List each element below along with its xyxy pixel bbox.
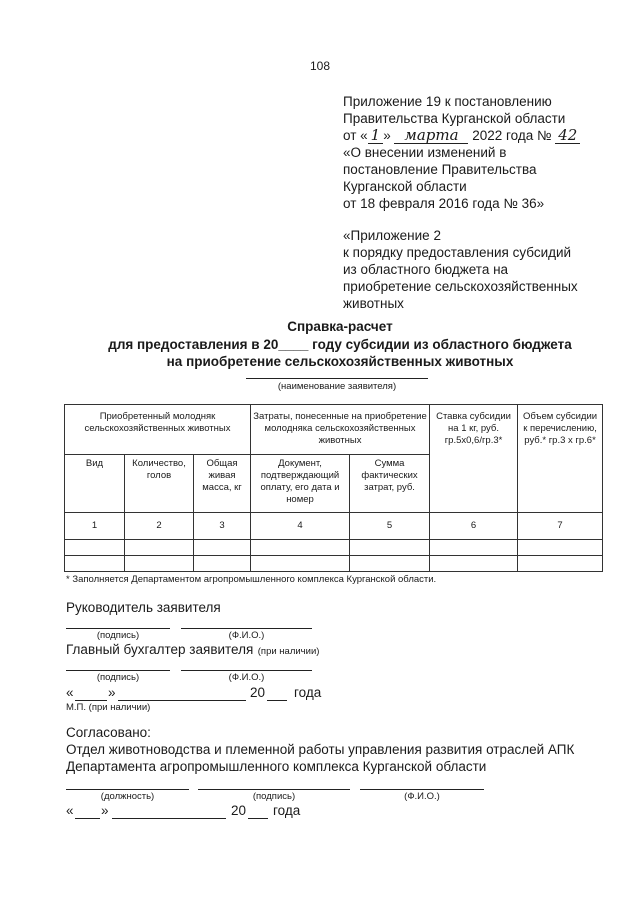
appendix-header [343, 93, 633, 212]
agreed-sign-caption: (подпись) [252, 791, 296, 802]
accountant-note: (при наличии) [257, 646, 320, 657]
appendix2-line: приобретение сельскохозяйственных [343, 279, 578, 294]
head-fio-line[interactable] [181, 628, 312, 629]
calculation-table [64, 404, 603, 572]
date2-month-line[interactable] [112, 818, 226, 819]
table-cell[interactable] [125, 556, 194, 572]
date2-close-quote: » [101, 803, 109, 818]
column-number: 5 [350, 513, 430, 540]
appendix-date-line [343, 127, 633, 144]
table-cell[interactable] [125, 540, 194, 556]
appendix2-line: животных [343, 296, 404, 311]
date2-year-suffix: года [273, 803, 301, 818]
table-cell[interactable] [430, 540, 518, 556]
appendix-line: Правительства Курганской области [343, 111, 566, 126]
agreed-position-caption: (должность) [100, 791, 155, 802]
column-number: 7 [518, 513, 603, 540]
column-number-row [65, 513, 603, 540]
table-row [65, 540, 603, 556]
agreed-sign-line[interactable] [198, 789, 350, 790]
header-group-costs: Затраты, понесенные на приобретение молодняка сельскохозяйственных животных [251, 405, 430, 455]
date-year-line[interactable] [267, 700, 287, 701]
agreed-label: Согласовано: [66, 725, 151, 740]
date-year-prefix: 20 [250, 685, 266, 700]
column-number: 2 [125, 513, 194, 540]
accountant-label: Главный бухгалтер заявителя [66, 642, 254, 657]
table-cell[interactable] [194, 556, 251, 572]
accountant-fio-line[interactable] [181, 670, 312, 671]
appendix2-line: к порядку предоставления субсидий [343, 245, 572, 260]
table-cell[interactable] [350, 540, 430, 556]
appendix-line: от 18 февраля 2016 года № 36» [343, 196, 545, 211]
table-cell[interactable] [350, 556, 430, 572]
header-rate: Ставка субсидии на 1 кг, руб. гр.5х0,6/гр.3* [430, 405, 518, 513]
date-suffix: 2022 года № [472, 128, 552, 143]
applicant-name-line[interactable] [246, 378, 428, 379]
header-kind: Вид [65, 455, 125, 513]
head-fio-caption: (Ф.И.О.) [228, 630, 265, 641]
head-label: Руководитель заявителя [66, 600, 221, 615]
seal-note: М.П. (при наличии) [66, 702, 151, 713]
header-mass: Общая живая масса, кг [194, 455, 251, 513]
column-number: 3 [194, 513, 251, 540]
footnote: * Заполняется Департаментом агропромышленного комплекса Курганской области. [66, 574, 437, 585]
table-cell[interactable] [65, 540, 125, 556]
accountant-row [66, 641, 319, 659]
date-close-quote: » [108, 685, 116, 700]
handwritten-month: марта [394, 128, 468, 144]
appendix-line: Курганской области [343, 179, 467, 194]
header-group-animals: Приобретенный молодняк сельскохозяйственных животных [65, 405, 251, 455]
appendix2-line: «Приложение 2 [343, 228, 441, 243]
head-sign-line[interactable] [66, 628, 170, 629]
date2-open-quote: « [66, 803, 74, 818]
date-month-line[interactable] [118, 700, 246, 701]
accountant-sign-caption: (подпись) [96, 672, 140, 683]
date-mid: » [383, 128, 391, 143]
column-number: 4 [251, 513, 350, 540]
appendix-line: Приложение 19 к постановлению [343, 94, 552, 109]
agreed-org-line: Департамента агропромышленного комплекса Курганской области [66, 759, 487, 774]
appendix2-line: из областного бюджета на [343, 262, 509, 277]
date-day-line[interactable] [75, 700, 107, 701]
header-quantity: Количество, голов [125, 455, 194, 513]
handwritten-number: 42 [555, 128, 580, 144]
header-subsidy-volume: Объем субсидии к перечислению, руб.* гр.3 х гр.6* [518, 405, 603, 513]
table-cell[interactable] [251, 556, 350, 572]
page-number: 108 [309, 59, 331, 73]
table-cell[interactable] [518, 556, 603, 572]
agreed-position-line[interactable] [66, 789, 189, 790]
date-prefix: от « [343, 128, 368, 143]
head-sign-caption: (подпись) [96, 630, 140, 641]
table-cell[interactable] [251, 540, 350, 556]
handwritten-day: 1 [368, 128, 384, 144]
table-row [65, 556, 603, 572]
header-actual-costs: Сумма фактических затрат, руб. [350, 455, 430, 513]
applicant-name-caption: (наименование заявителя) [277, 381, 397, 392]
agreed-org-line: Отдел животноводства и племенной работы управления развития отраслей АПК [66, 742, 575, 757]
date-open-quote: « [66, 685, 74, 700]
table-cell[interactable] [518, 540, 603, 556]
doc-subtitle: для предоставления в 20____ году субсидии из областного бюджета [108, 337, 572, 352]
accountant-sign-line[interactable] [66, 670, 170, 671]
doc-title: Справка-расчет [287, 319, 393, 334]
table-cell[interactable] [430, 556, 518, 572]
accountant-fio-caption: (Ф.И.О.) [228, 672, 265, 683]
table-cell[interactable] [65, 556, 125, 572]
column-number: 6 [430, 513, 518, 540]
appendix-line: постановление Правительства [343, 162, 537, 177]
appendix2-header [343, 227, 633, 312]
doc-subtitle: на приобретение сельскохозяйственных животных [166, 354, 514, 369]
table-cell[interactable] [194, 540, 251, 556]
header-payment-doc: Документ, подтверждающий оплату, его дата и номер [251, 455, 350, 513]
agreed-fio-line[interactable] [360, 789, 484, 790]
date2-year-line[interactable] [248, 818, 268, 819]
column-number: 1 [65, 513, 125, 540]
date2-year-prefix: 20 [231, 803, 247, 818]
date2-day-line[interactable] [75, 818, 100, 819]
agreed-fio-caption: (Ф.И.О.) [404, 791, 440, 802]
appendix-line: «О внесении изменений в [343, 145, 507, 160]
date-year-suffix: года [294, 685, 322, 700]
